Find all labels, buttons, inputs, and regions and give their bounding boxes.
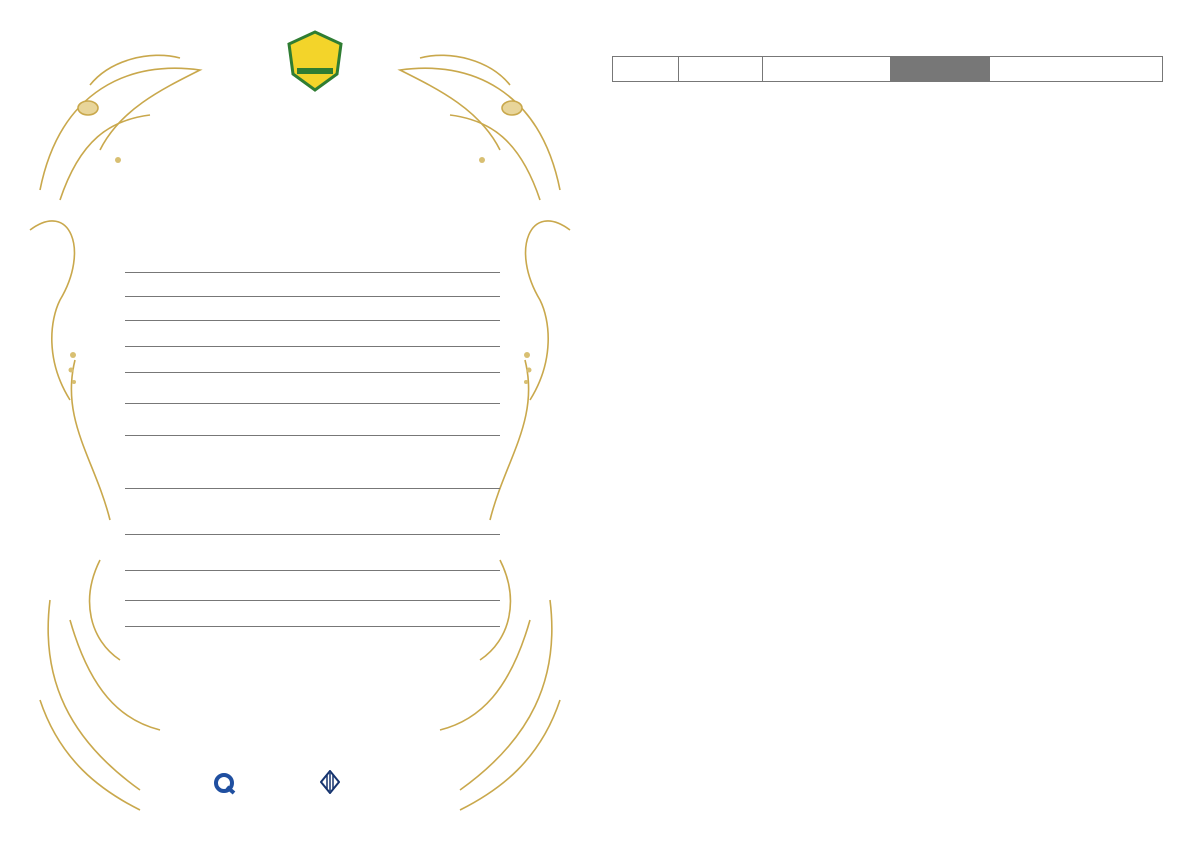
empty-cell	[763, 57, 891, 81]
inspection-date-table	[612, 56, 1163, 82]
spec-row-year	[125, 321, 500, 347]
note-of-conditions	[600, 0, 1200, 848]
spec-row-model	[125, 273, 500, 297]
proto-logo-icon	[213, 771, 237, 795]
rating-row-date	[125, 601, 500, 627]
gap-cell-99	[989, 57, 990, 81]
spec-row-note	[125, 373, 500, 404]
rating-row-exterior	[125, 436, 500, 489]
rating-row-frame	[125, 535, 500, 571]
goo-kantei-badge-icon	[287, 30, 343, 92]
date-value-cell	[679, 57, 763, 81]
spec-row-color	[125, 297, 500, 321]
rating-row-interior	[125, 489, 500, 535]
rating-row-engine	[125, 571, 500, 601]
date-label-cell	[613, 57, 679, 81]
spec-row-type	[125, 347, 500, 373]
jaaa-logo-icon	[320, 770, 340, 794]
